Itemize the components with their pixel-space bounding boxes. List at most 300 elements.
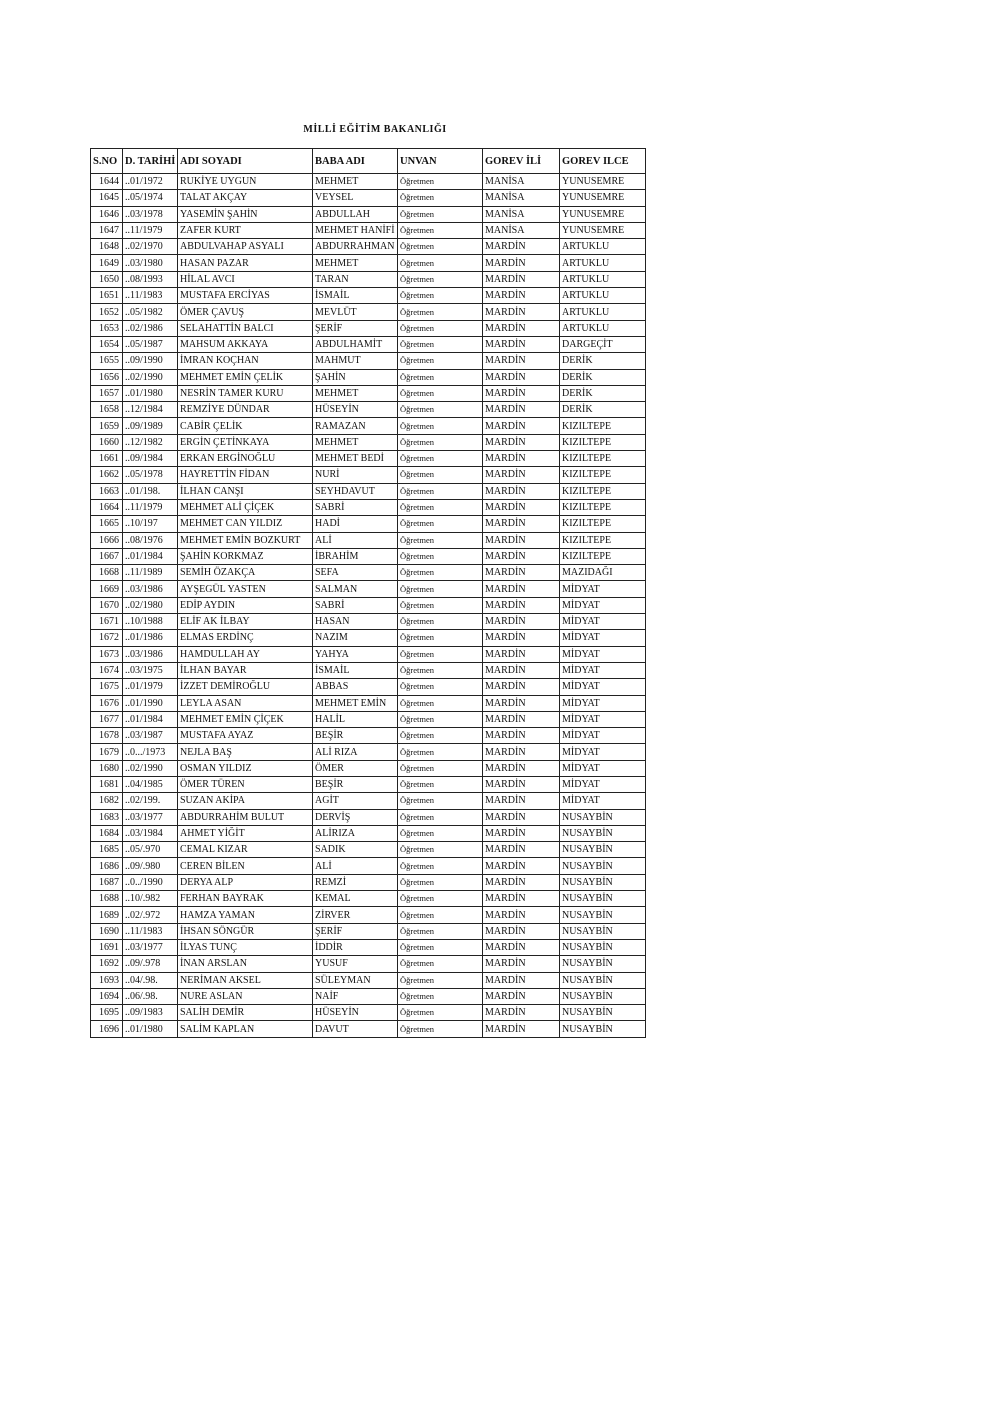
cell-full-name: MEHMET ALİ ÇİÇEK — [178, 499, 313, 515]
cell-father-name: HÜSEYİN — [313, 1005, 398, 1021]
cell-father-name: MEHMET — [313, 174, 398, 190]
cell-district: MİDYAT — [560, 662, 646, 678]
cell-sno: 1648 — [91, 239, 123, 255]
cell-sno: 1660 — [91, 434, 123, 450]
cell-district: KIZILTEPE — [560, 548, 646, 564]
cell-birth-date: ..10/197 — [123, 516, 178, 532]
cell-title: Öğretmen — [398, 499, 483, 515]
table-row — [91, 548, 646, 564]
cell-birth-date: ..01/1984 — [123, 711, 178, 727]
table-row — [91, 614, 646, 630]
cell-district: MİDYAT — [560, 630, 646, 646]
cell-sno: 1646 — [91, 206, 123, 222]
cell-birth-date: ..12/1984 — [123, 402, 178, 418]
cell-birth-date: ..03/1986 — [123, 581, 178, 597]
table-row — [91, 988, 646, 1004]
cell-title: Öğretmen — [398, 630, 483, 646]
cell-father-name: ŞERİF — [313, 320, 398, 336]
table-row — [91, 418, 646, 434]
table-row — [91, 385, 646, 401]
cell-full-name: MAHSUM AKKAYA — [178, 336, 313, 352]
table-row — [91, 190, 646, 206]
cell-sno: 1651 — [91, 288, 123, 304]
table-row — [91, 499, 646, 515]
cell-district: YUNUSEMRE — [560, 190, 646, 206]
cell-birth-date: ..03/1986 — [123, 646, 178, 662]
table-row — [91, 809, 646, 825]
cell-title: Öğretmen — [398, 239, 483, 255]
cell-district: MİDYAT — [560, 614, 646, 630]
cell-province: MARDİN — [483, 695, 560, 711]
cell-father-name: MEHMET — [313, 434, 398, 450]
cell-birth-date: ..01/1972 — [123, 174, 178, 190]
table-row — [91, 630, 646, 646]
table-row — [91, 679, 646, 695]
cell-full-name: RUKİYE UYGUN — [178, 174, 313, 190]
cell-father-name: KEMAL — [313, 891, 398, 907]
cell-sno: 1671 — [91, 614, 123, 630]
cell-title: Öğretmen — [398, 174, 483, 190]
table-row — [91, 891, 646, 907]
cell-birth-date: ..03/1980 — [123, 255, 178, 271]
cell-birth-date: ..10/.982 — [123, 891, 178, 907]
cell-district: KIZILTEPE — [560, 467, 646, 483]
cell-district: DERİK — [560, 402, 646, 418]
cell-title: Öğretmen — [398, 369, 483, 385]
cell-sno: 1681 — [91, 776, 123, 792]
cell-full-name: AHMET YİĞİT — [178, 825, 313, 841]
table-row — [91, 907, 646, 923]
cell-district: ARTUKLU — [560, 288, 646, 304]
table-row — [91, 923, 646, 939]
cell-district: NUSAYBİN — [560, 842, 646, 858]
cell-title: Öğretmen — [398, 809, 483, 825]
cell-title: Öğretmen — [398, 614, 483, 630]
cell-full-name: ZAFER KURT — [178, 222, 313, 238]
cell-district: NUSAYBİN — [560, 858, 646, 874]
cell-title: Öğretmen — [398, 939, 483, 955]
cell-district: MİDYAT — [560, 695, 646, 711]
cell-father-name: İSMAİL — [313, 662, 398, 678]
table-body — [91, 174, 646, 1038]
cell-province: MANİSA — [483, 190, 560, 206]
cell-full-name: ELMAS ERDİNÇ — [178, 630, 313, 646]
cell-birth-date: ..01/1980 — [123, 385, 178, 401]
cell-father-name: ABDULHAMİT — [313, 336, 398, 352]
cell-father-name: VEYSEL — [313, 190, 398, 206]
cell-province: MARDİN — [483, 630, 560, 646]
cell-province: MARDİN — [483, 304, 560, 320]
cell-sno: 1682 — [91, 793, 123, 809]
cell-sno: 1670 — [91, 597, 123, 613]
cell-sno: 1650 — [91, 271, 123, 287]
cell-title: Öğretmen — [398, 206, 483, 222]
cell-full-name: ERKAN ERGİNOĞLU — [178, 451, 313, 467]
cell-father-name: MEHMET — [313, 255, 398, 271]
cell-birth-date: ..03/1987 — [123, 728, 178, 744]
cell-district: MAZIDAĞI — [560, 565, 646, 581]
cell-province: MARDİN — [483, 988, 560, 1004]
cell-full-name: MEHMET CAN YILDIZ — [178, 516, 313, 532]
cell-sno: 1692 — [91, 956, 123, 972]
cell-full-name: AYŞEGÜL YASTEN — [178, 581, 313, 597]
cell-father-name: SABRİ — [313, 597, 398, 613]
cell-full-name: İHSAN SÖNGÜR — [178, 923, 313, 939]
cell-district: MİDYAT — [560, 711, 646, 727]
cell-title: Öğretmen — [398, 451, 483, 467]
table-row — [91, 744, 646, 760]
cell-title: Öğretmen — [398, 711, 483, 727]
cell-district: MİDYAT — [560, 581, 646, 597]
cell-full-name: FERHAN BAYRAK — [178, 891, 313, 907]
cell-province: MARDİN — [483, 793, 560, 809]
cell-full-name: OSMAN YILDIZ — [178, 760, 313, 776]
table-row — [91, 451, 646, 467]
cell-district: KIZILTEPE — [560, 434, 646, 450]
cell-sno: 1645 — [91, 190, 123, 206]
cell-title: Öğretmen — [398, 516, 483, 532]
cell-district: YUNUSEMRE — [560, 222, 646, 238]
cell-sno: 1647 — [91, 222, 123, 238]
personnel-table — [90, 148, 646, 1038]
cell-father-name: SADIK — [313, 842, 398, 858]
cell-full-name: CEREN BİLEN — [178, 858, 313, 874]
cell-full-name: DERYA ALP — [178, 874, 313, 890]
cell-sno: 1695 — [91, 1005, 123, 1021]
cell-district: NUSAYBİN — [560, 907, 646, 923]
table-row — [91, 939, 646, 955]
cell-father-name: MEVLÜT — [313, 304, 398, 320]
cell-birth-date: ..04/1985 — [123, 776, 178, 792]
cell-father-name: İSMAİL — [313, 288, 398, 304]
table-row — [91, 972, 646, 988]
cell-father-name: ÖMER — [313, 760, 398, 776]
cell-birth-date: ..02/.972 — [123, 907, 178, 923]
cell-full-name: ABDULVAHAP ASYALI — [178, 239, 313, 255]
cell-birth-date: ..03/1978 — [123, 206, 178, 222]
cell-father-name: MAHMUT — [313, 353, 398, 369]
cell-district: MİDYAT — [560, 597, 646, 613]
cell-province: MARDİN — [483, 776, 560, 792]
cell-father-name: REMZİ — [313, 874, 398, 890]
cell-sno: 1654 — [91, 336, 123, 352]
cell-sno: 1690 — [91, 923, 123, 939]
column-header-full-name: ADI SOYADI — [178, 149, 313, 174]
cell-title: Öğretmen — [398, 956, 483, 972]
cell-father-name: HÜSEYİN — [313, 402, 398, 418]
table-row — [91, 728, 646, 744]
cell-title: Öğretmen — [398, 679, 483, 695]
table-row — [91, 760, 646, 776]
column-header-father-name: BABA ADI — [313, 149, 398, 174]
cell-province: MANİSA — [483, 174, 560, 190]
cell-birth-date: ..09/1989 — [123, 418, 178, 434]
cell-father-name: HALİL — [313, 711, 398, 727]
cell-birth-date: ..01/1990 — [123, 695, 178, 711]
cell-sno: 1684 — [91, 825, 123, 841]
table-row — [91, 320, 646, 336]
cell-father-name: İDDİR — [313, 939, 398, 955]
cell-province: MARDİN — [483, 744, 560, 760]
cell-sno: 1658 — [91, 402, 123, 418]
table-row — [91, 956, 646, 972]
cell-sno: 1676 — [91, 695, 123, 711]
cell-full-name: REMZİYE DÜNDAR — [178, 402, 313, 418]
cell-full-name: LEYLA ASAN — [178, 695, 313, 711]
cell-sno: 1686 — [91, 858, 123, 874]
cell-full-name: HİLAL AVCI — [178, 271, 313, 287]
cell-birth-date: ..09/1983 — [123, 1005, 178, 1021]
cell-province: MANİSA — [483, 222, 560, 238]
cell-province: MARDİN — [483, 858, 560, 874]
cell-province: MARDİN — [483, 907, 560, 923]
cell-district: YUNUSEMRE — [560, 174, 646, 190]
cell-father-name: ALİRIZA — [313, 825, 398, 841]
cell-birth-date: ..09/1984 — [123, 451, 178, 467]
cell-province: MARDİN — [483, 320, 560, 336]
table-row — [91, 842, 646, 858]
cell-district: NUSAYBİN — [560, 874, 646, 890]
cell-sno: 1673 — [91, 646, 123, 662]
cell-birth-date: ..01/1986 — [123, 630, 178, 646]
cell-father-name: NAİF — [313, 988, 398, 1004]
cell-district: MİDYAT — [560, 776, 646, 792]
cell-father-name: RAMAZAN — [313, 418, 398, 434]
cell-full-name: CEMAL KIZAR — [178, 842, 313, 858]
cell-birth-date: ..11/1979 — [123, 499, 178, 515]
cell-father-name: BEŞİR — [313, 776, 398, 792]
cell-full-name: HAYRETTİN FİDAN — [178, 467, 313, 483]
cell-title: Öğretmen — [398, 842, 483, 858]
cell-district: MİDYAT — [560, 679, 646, 695]
cell-sno: 1668 — [91, 565, 123, 581]
cell-birth-date: ..05/.970 — [123, 842, 178, 858]
cell-title: Öğretmen — [398, 972, 483, 988]
column-header-birth-date: D. TARİHİ — [123, 149, 178, 174]
page-title: MİLLİ EĞİTİM BAKANLIĞI — [303, 124, 447, 135]
cell-sno: 1662 — [91, 467, 123, 483]
cell-full-name: NESRİN TAMER KURU — [178, 385, 313, 401]
cell-province: MARDİN — [483, 956, 560, 972]
cell-province: MARDİN — [483, 972, 560, 988]
cell-birth-date: ..06/.98. — [123, 988, 178, 1004]
cell-sno: 1678 — [91, 728, 123, 744]
cell-full-name: SALİM KAPLAN — [178, 1021, 313, 1037]
cell-province: MARDİN — [483, 402, 560, 418]
cell-birth-date: ..01/1979 — [123, 679, 178, 695]
cell-birth-date: ..12/1982 — [123, 434, 178, 450]
table-row — [91, 695, 646, 711]
table-row — [91, 255, 646, 271]
cell-province: MARDİN — [483, 483, 560, 499]
cell-full-name: MEHMET EMİN ÇİÇEK — [178, 711, 313, 727]
table-row — [91, 304, 646, 320]
cell-full-name: ERGİN ÇETİNKAYA — [178, 434, 313, 450]
cell-birth-date: ..11/1983 — [123, 288, 178, 304]
cell-full-name: HAMDULLAH AY — [178, 646, 313, 662]
cell-title: Öğretmen — [398, 874, 483, 890]
cell-father-name: HADİ — [313, 516, 398, 532]
cell-birth-date: ..11/1983 — [123, 923, 178, 939]
cell-district: DERİK — [560, 369, 646, 385]
cell-sno: 1653 — [91, 320, 123, 336]
cell-district: DARGEÇİT — [560, 336, 646, 352]
cell-province: MARDİN — [483, 1005, 560, 1021]
cell-birth-date: ..02/199. — [123, 793, 178, 809]
cell-title: Öğretmen — [398, 1021, 483, 1037]
cell-province: MARDİN — [483, 923, 560, 939]
cell-birth-date: ..02/1986 — [123, 320, 178, 336]
cell-title: Öğretmen — [398, 646, 483, 662]
cell-district: KIZILTEPE — [560, 418, 646, 434]
cell-province: MARDİN — [483, 760, 560, 776]
cell-province: MARDİN — [483, 255, 560, 271]
cell-father-name: ABDURRAHMAN — [313, 239, 398, 255]
cell-district: ARTUKLU — [560, 239, 646, 255]
cell-province: MARDİN — [483, 809, 560, 825]
cell-father-name: SALMAN — [313, 581, 398, 597]
cell-province: MARDİN — [483, 711, 560, 727]
cell-birth-date: ..02/1980 — [123, 597, 178, 613]
cell-province: MARDİN — [483, 499, 560, 515]
cell-full-name: EDİP AYDIN — [178, 597, 313, 613]
table-row — [91, 369, 646, 385]
cell-province: MARDİN — [483, 418, 560, 434]
cell-title: Öğretmen — [398, 728, 483, 744]
cell-full-name: İLHAN BAYAR — [178, 662, 313, 678]
cell-sno: 1693 — [91, 972, 123, 988]
cell-province: MARDİN — [483, 874, 560, 890]
cell-district: NUSAYBİN — [560, 923, 646, 939]
cell-sno: 1685 — [91, 842, 123, 858]
table-row — [91, 206, 646, 222]
cell-father-name: ABBAS — [313, 679, 398, 695]
column-header-title: UNVAN — [398, 149, 483, 174]
cell-sno: 1672 — [91, 630, 123, 646]
table-row — [91, 581, 646, 597]
cell-title: Öğretmen — [398, 418, 483, 434]
cell-birth-date: ..04/.98. — [123, 972, 178, 988]
column-header-district: GOREV ILCE — [560, 149, 646, 174]
cell-district: ARTUKLU — [560, 271, 646, 287]
cell-full-name: SEMİH ÖZAKÇA — [178, 565, 313, 581]
cell-title: Öğretmen — [398, 271, 483, 287]
cell-sno: 1694 — [91, 988, 123, 1004]
cell-sno: 1680 — [91, 760, 123, 776]
cell-birth-date: ..05/1978 — [123, 467, 178, 483]
cell-sno: 1677 — [91, 711, 123, 727]
cell-title: Öğretmen — [398, 907, 483, 923]
cell-province: MARDİN — [483, 336, 560, 352]
cell-title: Öğretmen — [398, 548, 483, 564]
cell-father-name: MEHMET BEDİ — [313, 451, 398, 467]
cell-district: ARTUKLU — [560, 304, 646, 320]
cell-district: NUSAYBİN — [560, 972, 646, 988]
cell-birth-date: ..02/1990 — [123, 760, 178, 776]
cell-province: MANİSA — [483, 206, 560, 222]
table-row — [91, 793, 646, 809]
cell-sno: 1689 — [91, 907, 123, 923]
cell-full-name: YASEMİN ŞAHİN — [178, 206, 313, 222]
cell-father-name: DERVİŞ — [313, 809, 398, 825]
cell-province: MARDİN — [483, 614, 560, 630]
cell-title: Öğretmen — [398, 923, 483, 939]
cell-title: Öğretmen — [398, 336, 483, 352]
table-row — [91, 825, 646, 841]
cell-father-name: AGİT — [313, 793, 398, 809]
cell-district: YUNUSEMRE — [560, 206, 646, 222]
cell-father-name: HASAN — [313, 614, 398, 630]
cell-title: Öğretmen — [398, 988, 483, 1004]
cell-birth-date: ..01/1984 — [123, 548, 178, 564]
cell-district: KIZILTEPE — [560, 483, 646, 499]
cell-province: MARDİN — [483, 597, 560, 613]
cell-district: MİDYAT — [560, 728, 646, 744]
cell-full-name: NURE ASLAN — [178, 988, 313, 1004]
cell-title: Öğretmen — [398, 760, 483, 776]
cell-full-name: NEJLA BAŞ — [178, 744, 313, 760]
cell-full-name: İNAN ARSLAN — [178, 956, 313, 972]
cell-province: MARDİN — [483, 353, 560, 369]
cell-title: Öğretmen — [398, 385, 483, 401]
cell-full-name: SALİH DEMİR — [178, 1005, 313, 1021]
cell-birth-date: ..0.../1973 — [123, 744, 178, 760]
cell-sno: 1688 — [91, 891, 123, 907]
table-row — [91, 288, 646, 304]
table-row — [91, 662, 646, 678]
cell-sno: 1691 — [91, 939, 123, 955]
cell-full-name: ELİF AK İLBAY — [178, 614, 313, 630]
cell-title: Öğretmen — [398, 402, 483, 418]
cell-father-name: MEHMET EMİN — [313, 695, 398, 711]
cell-father-name: DAVUT — [313, 1021, 398, 1037]
cell-province: MARDİN — [483, 679, 560, 695]
cell-sno: 1659 — [91, 418, 123, 434]
cell-district: MİDYAT — [560, 793, 646, 809]
cell-birth-date: ..01/1980 — [123, 1021, 178, 1037]
cell-province: MARDİN — [483, 239, 560, 255]
cell-sno: 1667 — [91, 548, 123, 564]
cell-title: Öğretmen — [398, 483, 483, 499]
cell-full-name: CABİR ÇELİK — [178, 418, 313, 434]
cell-sno: 1663 — [91, 483, 123, 499]
cell-sno: 1657 — [91, 385, 123, 401]
cell-district: KIZILTEPE — [560, 499, 646, 515]
cell-sno: 1649 — [91, 255, 123, 271]
cell-sno: 1664 — [91, 499, 123, 515]
cell-full-name: İLHAN CANŞI — [178, 483, 313, 499]
cell-birth-date: ..08/1993 — [123, 271, 178, 287]
cell-province: MARDİN — [483, 1021, 560, 1037]
cell-province: MARDİN — [483, 825, 560, 841]
cell-birth-date: ..08/1976 — [123, 532, 178, 548]
cell-birth-date: ..11/1989 — [123, 565, 178, 581]
cell-district: MİDYAT — [560, 760, 646, 776]
cell-district: NUSAYBİN — [560, 1005, 646, 1021]
cell-province: MARDİN — [483, 891, 560, 907]
cell-title: Öğretmen — [398, 288, 483, 304]
cell-title: Öğretmen — [398, 255, 483, 271]
cell-full-name: SELAHATTİN BALCI — [178, 320, 313, 336]
cell-birth-date: ..02/1970 — [123, 239, 178, 255]
table-row — [91, 1021, 646, 1037]
cell-district: NUSAYBİN — [560, 891, 646, 907]
cell-district: NUSAYBİN — [560, 988, 646, 1004]
cell-district: MİDYAT — [560, 646, 646, 662]
cell-title: Öğretmen — [398, 793, 483, 809]
table-header-row — [91, 149, 646, 174]
cell-father-name: SEFA — [313, 565, 398, 581]
